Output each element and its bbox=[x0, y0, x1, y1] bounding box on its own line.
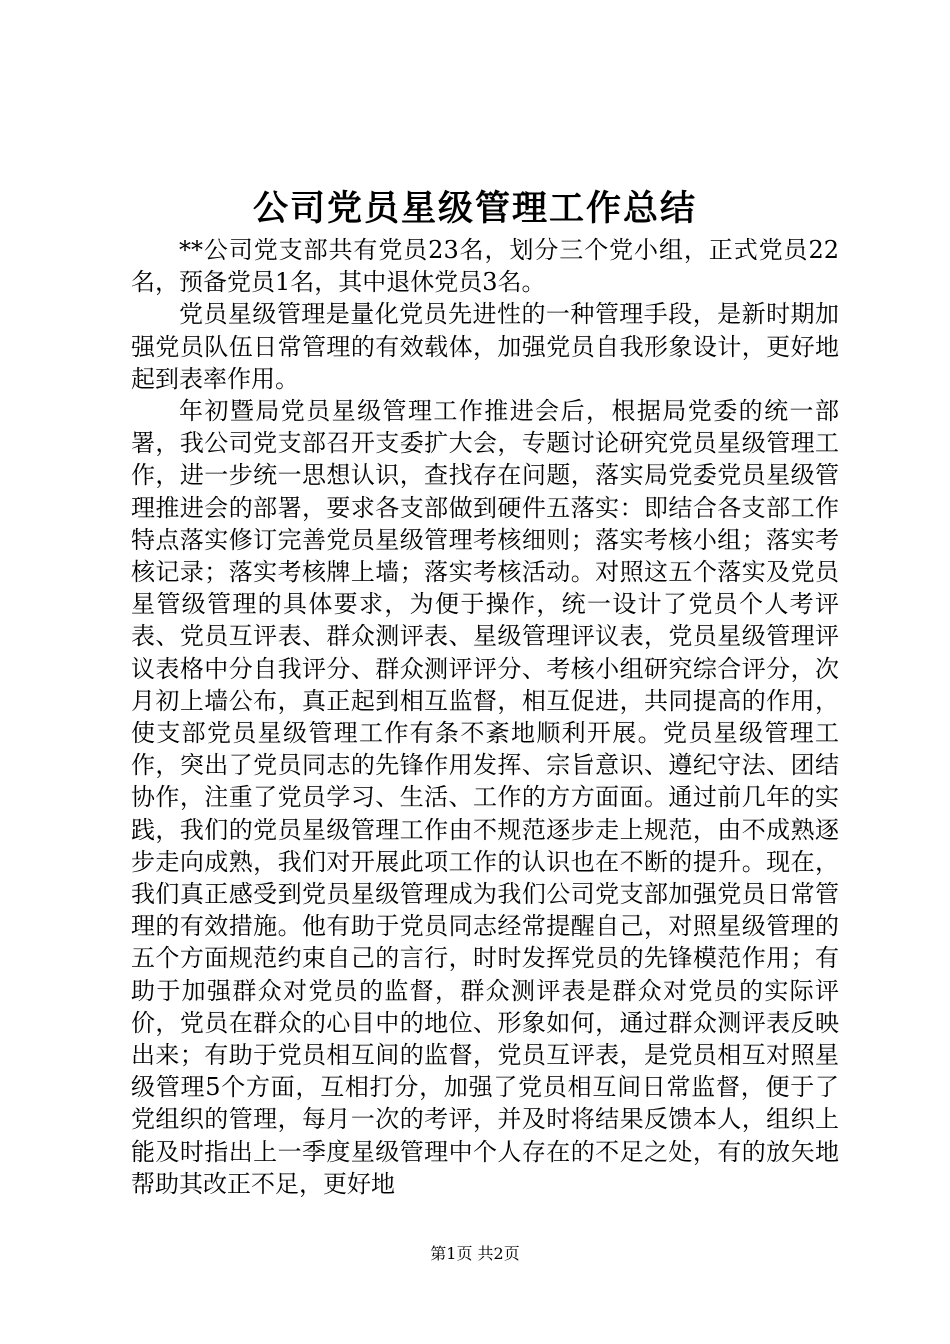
page-number-footer: 第1页 共2页 bbox=[430, 1244, 520, 1263]
paragraph-implementation-details: 年初暨局党员星级管理工作推进会后，根据局党委的统一部署，我公司党支部召开支委扩大会，专题讨论研究党员星级管理工作，进一步统一思想认识，查找存在问题，落实局党委党员星级管理推进会的部署，要求各支部做到硬件五落实：即结合各支部工作特点落实修订完善党员星级管理考核细则；落实考核小组；落实考核记录；落实考核牌上墙；落实考核活动。对照这五个落实及党员星管级管理的具体要求，为便于操作，统一设计了党员个人考评表、党员互评表、群众测评表、星级管理评议表，党员星级管理评议表格中分自我评分、群众测评评分、考核小组研究综合评分，次月初上墙公布，真正起到相互监督，相互促进，共同提高的作用，使支部党员星级管理工作有条不紊地顺利开展。党员星级管理工作，突出了党员同志的先锋作用发挥、宗旨意识、遵纪守法、团结协作，注重了党员学习、生活、工作的方方面面。通过前几年的实践，我们的党员星级管理工作由不规范逐步走上规范，由不成熟逐步走向成熟，我们对开展此项工作的认识也在不断的提升。现在，我们真正感受到党员星级管理成为我们公司党支部加强党员日常管理的有效措施。他有助于党员同志经常提醒自己，对照星级管理的五个方面规范约束自己的言行，时时发挥党员的先锋模范作用；有助于加强群众对党员的监督，群众测评表是群众对党员的实际评价，党员在群众的心目中的地位、形象如何，通过群众测评表反映出来；有助于党员相互间的监督，党员互评表，是党员相互对照星级管理5个方面，互相打分，加强了党员相互间日常监督，便于了党组织的管理，每月一次的考评，并及时将结果反馈本人，组织上能及时指出上一季度星级管理中个人存在的不足之处，有的放矢地帮助其改正不足，更好地 bbox=[131, 397, 839, 1198]
paragraph-star-management-purpose: 党员星级管理是量化党员先进性的一种管理手段，是新时期加强党员队伍日常管理的有效载体，加强党员自我形象设计，更好地起到表率作用。 bbox=[131, 300, 839, 393]
document-body bbox=[131, 234, 839, 1200]
document-title: 公司党员星级管理工作总结 bbox=[252, 188, 697, 229]
paragraph-membership-count: **公司党支部共有党员23名，划分三个党小组，正式党员22名，预备党员1名，其中退休党员3名。 bbox=[131, 236, 839, 297]
